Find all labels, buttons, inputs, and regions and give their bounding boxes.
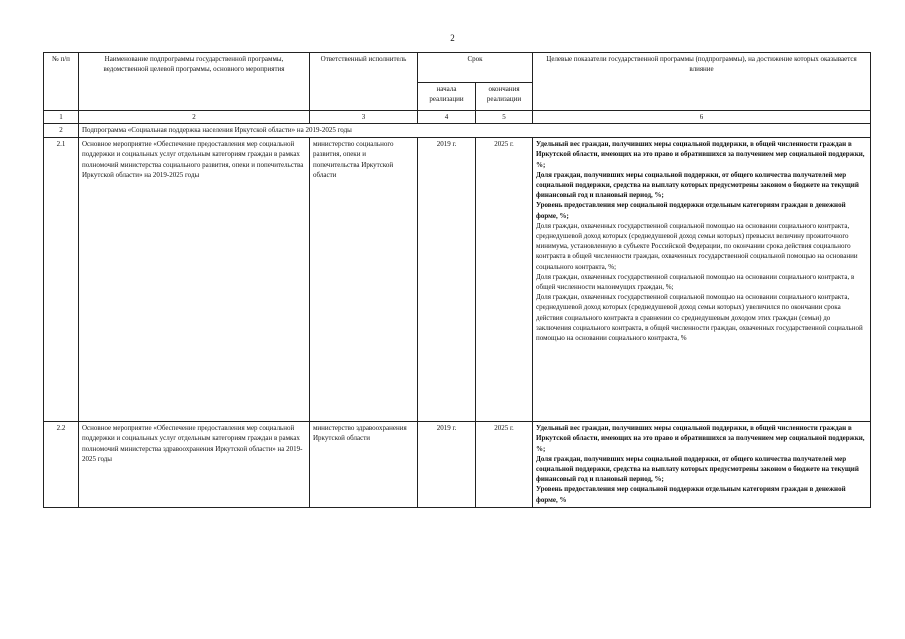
page-number: 2: [450, 33, 455, 43]
subprogram-row: [44, 124, 871, 138]
header-start: начала реализации: [418, 83, 476, 111]
row-executor: министерство социального развития, опеки и попечительства Иркутской области: [310, 138, 418, 422]
row-start: 2019 г.: [418, 422, 476, 508]
table-row: [44, 422, 871, 508]
header-term: Срок: [418, 53, 533, 83]
row-end: 2025 г.: [476, 138, 533, 422]
target-item: Уровень предоставления мер социальной поддержки отдельным категориям граждан в денежной форме, %: [536, 485, 846, 504]
subprogram-num: 2: [44, 124, 79, 138]
header-num: № п/п: [44, 53, 79, 111]
index-cell: 6: [533, 111, 871, 124]
row-name: Основное мероприятие «Обеспечение предоставления мер социальной поддержки и социальных услуг отдельным категориям граждан в рамках полномочий министерства социального развития, опеки и попечительства Иркутской области» на 2019-2025 годы: [79, 138, 310, 422]
row-executor: министерство здравоохранения Иркутской области: [310, 422, 418, 508]
header-executor: Ответственный исполнитель: [310, 53, 418, 111]
index-cell: 4: [418, 111, 476, 124]
index-row: [44, 111, 871, 124]
target-item: Доля граждан, охваченных государственной социальной помощью на основании социального контракта, среднедушевой доход которых (среднедушевой доход семьи которых) увеличился по окончании срока действия социального контракта в сравнении со среднедушевым доходом этих граждан (семьи) до заключения социального контракта, в общей численности граждан, охваченных государственной социальной помощью на основании социального контракта, %: [536, 293, 863, 343]
target-item: Доля граждан, получивших меры социальной поддержки, от общего количества получателей мер социальной поддержки, средства на выплату которых предусмотрены законом о бюджете на текущий финансовый год и плановый период, %;: [536, 454, 859, 484]
target-item: Доля граждан, охваченных государственной социальной помощью на основании социального контракта, в общей численности малоимущих граждан, %;: [536, 272, 855, 292]
program-table: [43, 52, 871, 508]
row-end: 2025 г.: [476, 422, 533, 508]
row-num: 2.1: [44, 138, 79, 422]
target-item: Удельный вес граждан, получивших меры социальной поддержки, в общей численности граждан в Иркутской области, имеющих на это право и обратившихся за получением мер социальной поддержки, %;: [536, 424, 865, 453]
index-cell: 2: [79, 111, 310, 124]
header-row: [44, 53, 871, 83]
row-name: Основное мероприятие «Обеспечение предоставления мер социальной поддержки и социальных услуг отдельным категориям граждан в рамках полномочий министерства здравоохранения Иркутской области» на 2019-2025 годы: [79, 422, 310, 508]
target-item: Доля граждан, охваченных государственной социальной помощью на основании социального контракта, среднедушевой доход которых (среднедушевой доход семьи которых) превысил величину прожиточного минимума, установленную в субъекте Российской Федерации, по окончании срока действия социального контракта в общей численности граждан, охваченных государственной социальной помощью на основании социального контракта, %;: [536, 221, 858, 271]
subprogram-title: Подпрограмма «Социальная поддержка населения Иркутской области» на 2019-2025 годы: [79, 124, 871, 138]
index-cell: 3: [310, 111, 418, 124]
row-num: 2.2: [44, 422, 79, 508]
table-row: [44, 138, 871, 422]
target-item: Удельный вес граждан, получивших меры социальной поддержки, в общей численности граждан в Иркутской области, имеющих на это право и обратившихся за получением мер социальной поддержки, %;: [536, 140, 865, 169]
row-targets: [533, 422, 871, 508]
header-targets: Целевые показатели государственной программы (подпрограммы), на достижение которых оказывается влияние: [533, 53, 871, 111]
target-item: Доля граждан, получивших меры социальной поддержки, от общего количества получателей мер социальной поддержки, средства на выплату которых предусмотрены законом о бюджете на текущий финансовый год и плановый период, %;: [536, 170, 859, 200]
row-start: 2019 г.: [418, 138, 476, 422]
index-cell: 5: [476, 111, 533, 124]
index-cell: 1: [44, 111, 79, 124]
target-item: Уровень предоставления мер социальной поддержки отдельным категориям граждан в денежной форме, %;: [536, 201, 846, 220]
header-name: Наименование подпрограммы государственной программы, ведомственной целевой программы, основного мероприятия: [79, 53, 310, 111]
row-targets: [533, 138, 871, 422]
header-end: окончания реализации: [476, 83, 533, 111]
